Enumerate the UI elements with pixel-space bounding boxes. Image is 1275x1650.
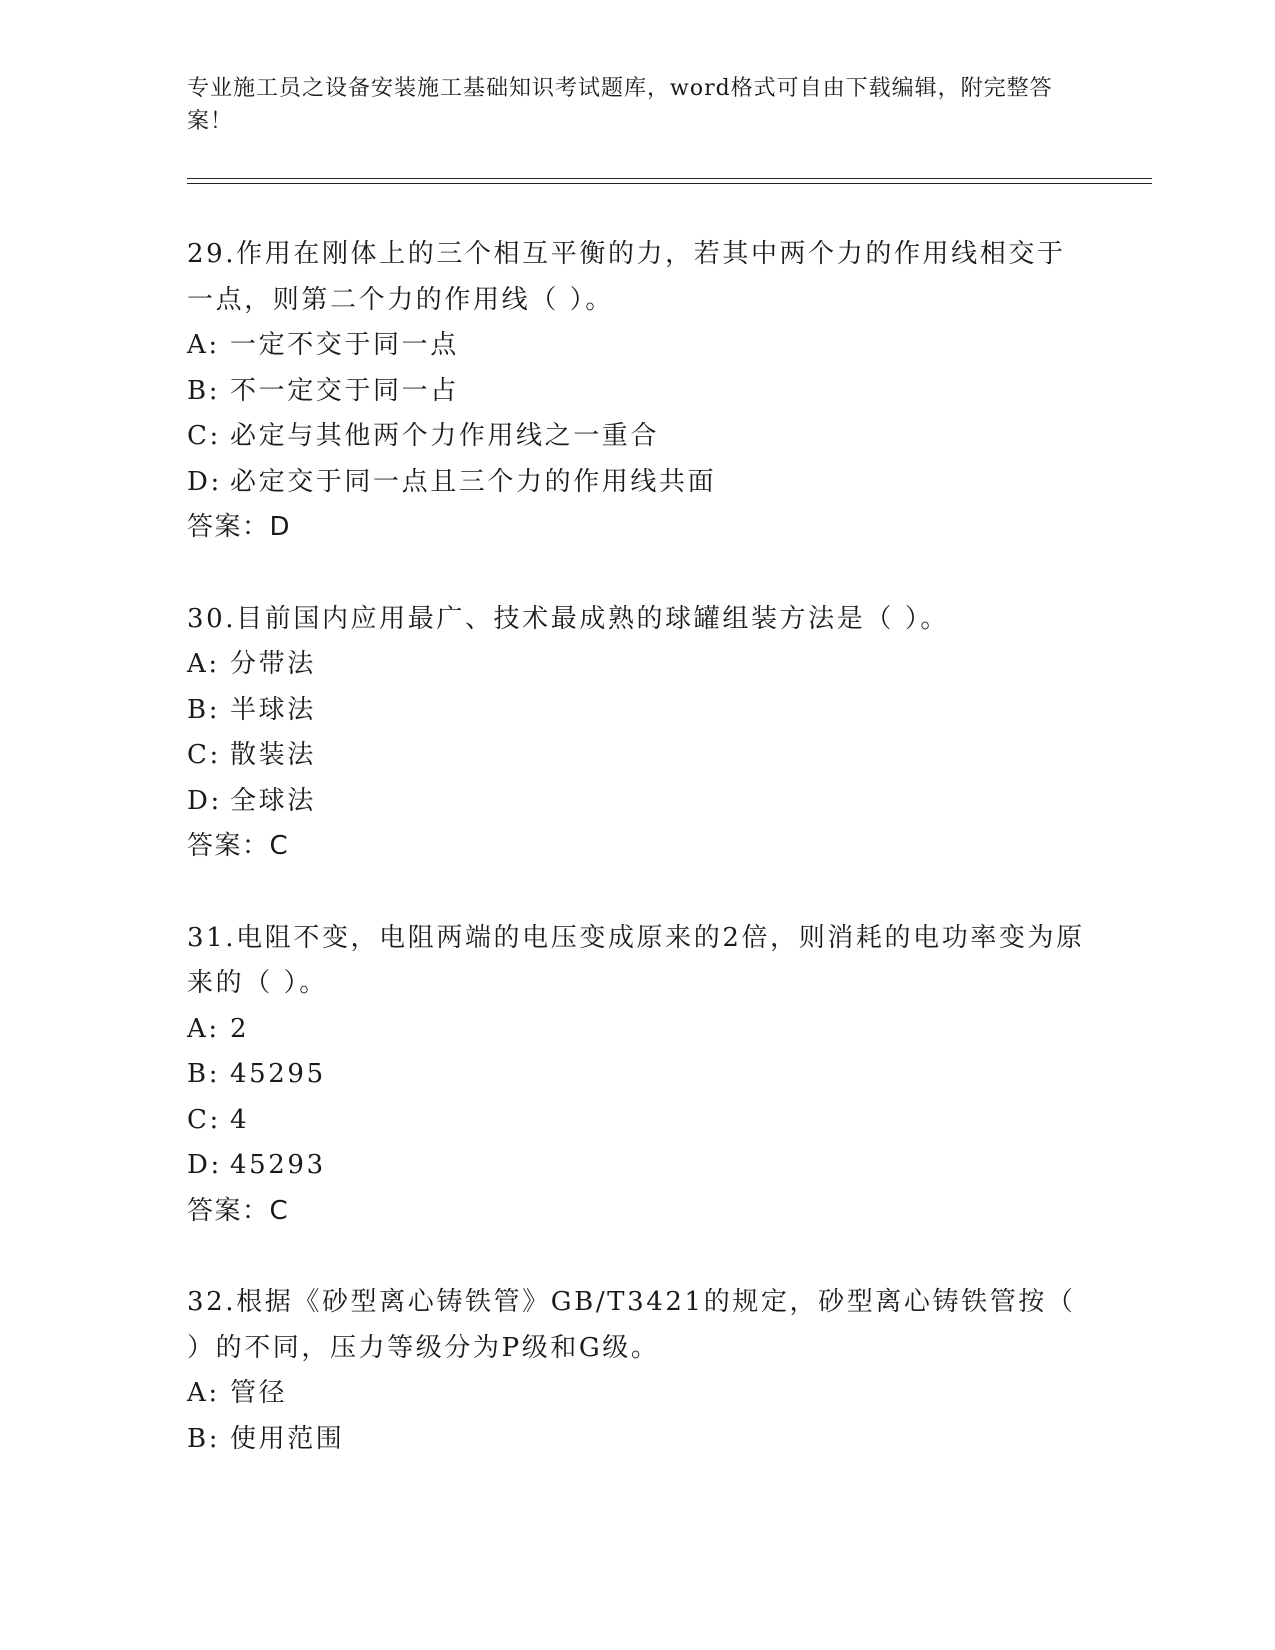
option-letter: A: <box>187 1378 220 1408</box>
option-c <box>187 1098 1087 1144</box>
option-c <box>187 414 1087 460</box>
question-stem: 32.根据《砂型离心铸铁管》GB/T3421的规定，砂型离心铸铁管按（ ）的不同，压力等级分为P级和G级。 <box>187 1287 1076 1363</box>
option-text: 半球法 <box>230 694 316 725</box>
option-d <box>187 460 1087 506</box>
option-letter: B: <box>187 375 221 406</box>
option-text: 4 <box>230 1104 250 1135</box>
option-c <box>187 733 1087 779</box>
option-text: 必定与其他两个力作用线之一重合 <box>230 421 660 451</box>
option-text: 散装法 <box>230 740 316 770</box>
question-30 <box>187 597 1087 870</box>
header-text: 专业施工员之设备安装施工基础知识考试题库，word格式可自由下载编辑，附完整答案！ <box>187 76 1053 134</box>
option-b <box>187 1417 1087 1463</box>
option-letter: D: <box>187 466 222 497</box>
question-29 <box>187 232 1087 551</box>
header-divider-bottom <box>187 183 1152 184</box>
answer-line: 答案：D <box>187 512 292 542</box>
option-text: 管径 <box>230 1378 288 1408</box>
option-letter: B: <box>187 1059 221 1089</box>
question-31 <box>187 916 1087 1235</box>
option-letter: C: <box>187 1104 221 1135</box>
option-text: 45295 <box>230 1059 326 1089</box>
option-b <box>187 1052 1087 1098</box>
option-text: 45293 <box>230 1150 326 1180</box>
option-letter: C: <box>187 421 221 451</box>
option-letter: B: <box>187 694 221 725</box>
answer-line: 答案：C <box>187 1195 290 1226</box>
answer-line: 答案：C <box>187 831 290 861</box>
option-a <box>187 1007 1087 1053</box>
option-text: 全球法 <box>230 785 316 816</box>
question-list <box>187 232 1087 1508</box>
question-stem: 31.电阻不变，电阻两端的电压变成原来的2倍，则消耗的电功率变为原来的（ ）。 <box>187 922 1085 998</box>
option-a <box>187 642 1087 688</box>
question-stem: 30.目前国内应用最广、技术最成熟的球罐组装方法是（ ）。 <box>187 603 950 634</box>
option-letter: D: <box>187 785 222 816</box>
question-stem: 29.作用在刚体上的三个相互平衡的力，若其中两个力的作用线相交于一点，则第二个力的作用线（ ）。 <box>187 239 1066 315</box>
option-d <box>187 1143 1087 1189</box>
option-d <box>187 779 1087 825</box>
option-text: 分带法 <box>230 649 316 679</box>
option-letter: C: <box>187 740 221 770</box>
option-letter: D: <box>187 1150 222 1180</box>
option-letter: B: <box>187 1423 221 1454</box>
option-text: 2 <box>230 1013 250 1044</box>
option-text: 使用范围 <box>230 1423 345 1454</box>
question-32 <box>187 1280 1087 1462</box>
document-header <box>187 72 1067 138</box>
option-b <box>187 369 1087 415</box>
header-divider-top <box>187 178 1152 179</box>
option-a <box>187 323 1087 369</box>
option-letter: A: <box>187 649 220 679</box>
option-b <box>187 688 1087 734</box>
option-text: 一定不交于同一点 <box>230 330 459 360</box>
option-a <box>187 1371 1087 1417</box>
option-text: 不一定交于同一占 <box>230 375 459 406</box>
option-text: 必定交于同一点且三个力的作用线共面 <box>230 466 717 497</box>
option-letter: A: <box>187 330 220 360</box>
option-letter: A: <box>187 1013 220 1044</box>
